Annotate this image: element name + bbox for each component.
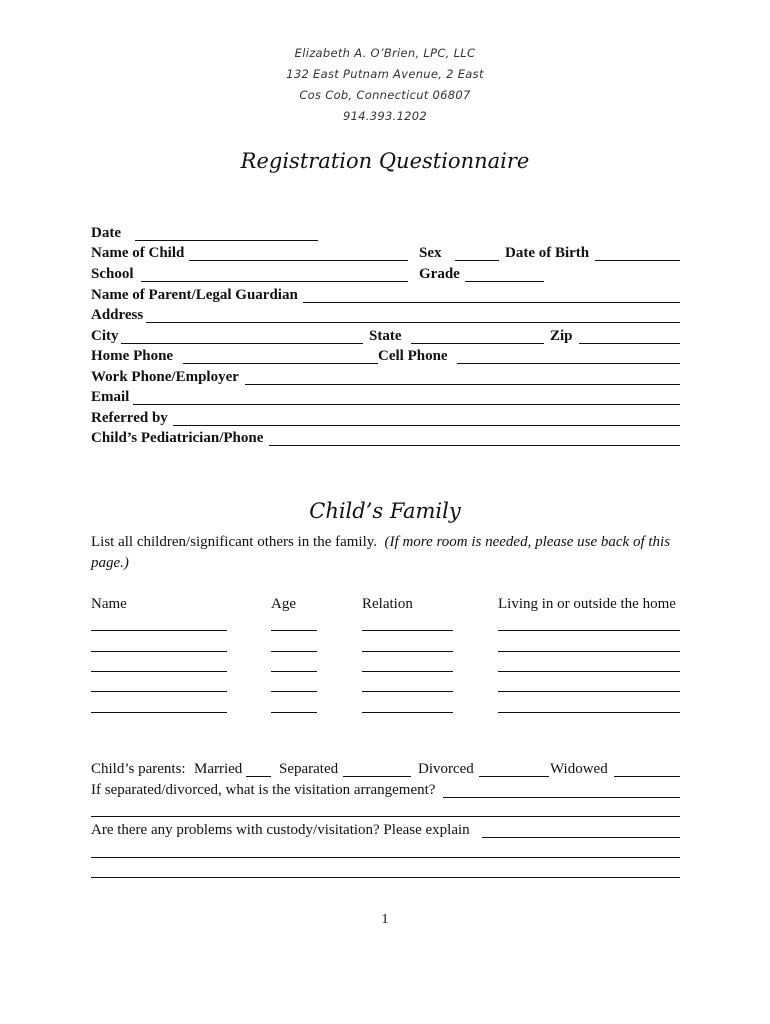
email-input-line[interactable] [133,404,680,405]
family-age-input-line[interactable] [271,671,317,672]
pediatrician-row [91,429,680,449]
family-living-input-line[interactable] [498,651,680,652]
work-phone-input-line[interactable] [245,384,680,385]
column-header-age: Age [271,596,296,612]
family-instruction-text: List all children/significant others in the family. [91,534,378,550]
child-name-label: Name of Child [91,245,185,261]
city-input-line[interactable] [121,343,363,344]
grade-input-line[interactable] [465,281,544,282]
widowed-input-line[interactable] [614,776,680,777]
family-instruction [91,532,681,574]
child-name-input-line[interactable] [189,260,408,261]
zip-input-line[interactable] [579,343,680,344]
zip-label: Zip [550,328,573,344]
family-relation-input-line[interactable] [362,712,453,713]
address-row [91,306,680,326]
pediatrician-input-line[interactable] [269,445,680,446]
parents-status-label: Child’s parents: [91,761,186,777]
pediatrician-label: Child’s Pediatrician/Phone [91,430,264,446]
parent-row [91,286,680,306]
date-row [91,224,680,244]
page-number: 1 [381,912,389,927]
separated-input-line[interactable] [343,776,411,777]
practice-address-line1: 132 East Putnam Avenue, 2 East [286,67,484,81]
family-living-input-line[interactable] [498,630,680,631]
separated-label: Separated [279,761,339,777]
family-age-input-line[interactable] [271,712,317,713]
column-header-name: Name [91,596,127,612]
family-relation-input-line[interactable] [362,630,453,631]
dob-input-line[interactable] [595,260,680,261]
family-age-input-line[interactable] [271,651,317,652]
married-label: Married [194,761,243,777]
referred-row [91,409,680,429]
practice-name: Elizabeth A. O’Brien, LPC, LLC [294,46,476,60]
home-phone-label: Home Phone [91,348,174,364]
family-living-input-line[interactable] [498,691,680,692]
date-input-line[interactable] [135,240,318,241]
cell-phone-label: Cell Phone [378,348,448,364]
address-input-line[interactable] [146,322,680,323]
practice-address-line2: Cos Cob, Connecticut 06807 [299,88,471,102]
family-name-input-line[interactable] [91,671,227,672]
practice-phone: 914.393.1202 [342,109,428,123]
state-label: State [369,328,402,344]
family-relation-input-line[interactable] [362,651,453,652]
work-phone-label: Work Phone/Employer [91,369,239,385]
column-header-relation: Relation [362,596,413,612]
school-input-line[interactable] [141,281,408,282]
family-section-title: Child’s Family [309,499,461,523]
cell-phone-input-line[interactable] [457,363,680,364]
school-row [91,265,680,285]
divorced-input-line[interactable] [479,776,549,777]
sex-input-line[interactable] [455,260,499,261]
custody-input-line-2[interactable] [91,857,680,858]
visitation-question: If separated/divorced, what is the visitation arrangement? [91,782,436,798]
family-age-input-line[interactable] [271,630,317,631]
custody-input-line-3[interactable] [91,877,680,878]
family-relation-input-line[interactable] [362,691,453,692]
grade-label: Grade [419,266,460,282]
date-label: Date [91,225,121,241]
work-phone-row [91,368,680,388]
home-phone-input-line[interactable] [183,363,378,364]
family-relation-input-line[interactable] [362,671,453,672]
parent-input-line[interactable] [303,302,680,303]
custody-input-line[interactable] [482,837,680,838]
column-header-living: Living in or outside the home [498,596,676,612]
email-row [91,388,680,408]
email-label: Email [91,389,130,405]
dob-label: Date of Birth [505,245,590,261]
widowed-label: Widowed [550,761,608,777]
form-title: Registration Questionnaire [240,149,530,173]
referred-label: Referred by [91,410,168,426]
family-name-input-line[interactable] [91,651,227,652]
referred-input-line[interactable] [173,425,680,426]
phone-row [91,347,680,367]
family-age-input-line[interactable] [271,691,317,692]
school-label: School [91,266,134,282]
address-label: Address [91,307,144,323]
family-name-input-line[interactable] [91,712,227,713]
state-input-line[interactable] [411,343,544,344]
parents-status-row [91,760,680,780]
divorced-label: Divorced [418,761,474,777]
married-input-line[interactable] [246,776,271,777]
family-name-input-line[interactable] [91,691,227,692]
family-name-input-line[interactable] [91,630,227,631]
parent-label: Name of Parent/Legal Guardian [91,287,298,303]
visitation-row [91,781,680,801]
custody-row [91,821,680,841]
visitation-input-line-2[interactable] [91,816,680,817]
city-label: City [91,328,119,344]
visitation-input-line[interactable] [443,797,680,798]
family-living-input-line[interactable] [498,712,680,713]
family-instruction-note: (If more room is needed, please use back of this page.) [91,534,671,571]
sex-label: Sex [419,245,442,261]
child-name-row [91,244,680,264]
custody-question: Are there any problems with custody/visitation? Please explain [91,822,470,838]
family-living-input-line[interactable] [498,671,680,672]
city-row [91,327,680,347]
